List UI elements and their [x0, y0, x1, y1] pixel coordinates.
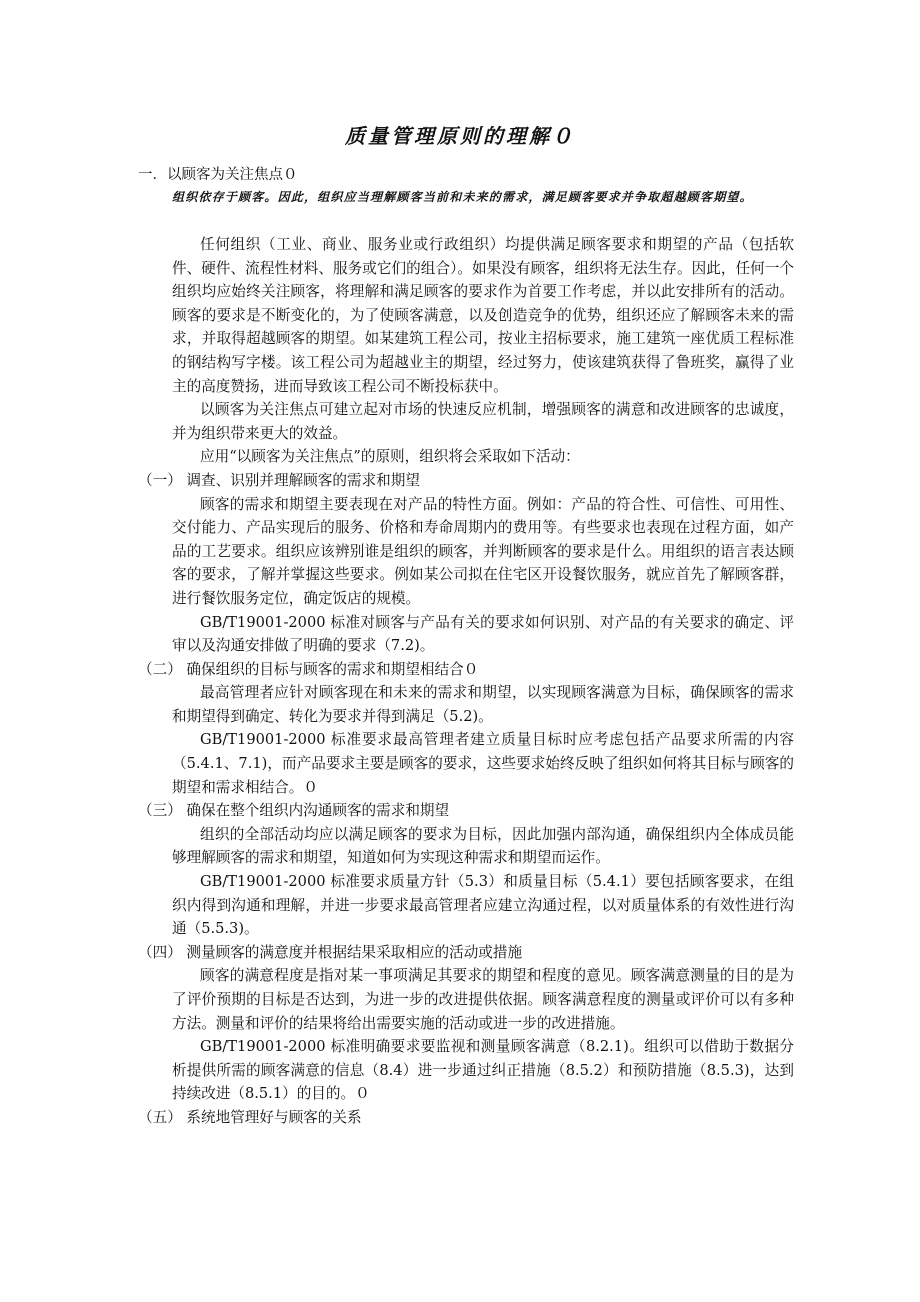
paragraph: 顾客的需求和期望主要表现在对产品的特性方面。例如：产品的符合性、可信性、可用性、交付能力、产品实现后的服务、价格和寿命周期内的费用等。有些要求也表现在过程方面，如产品的工艺要求。组织应该辨别谁是组织的顾客，并判断顾客的要求是什么。用组织的语言表达顾客的要求，了解并掌握这些要求。例如某公司拟在住宅区开设餐饮服务，就应首先了解顾客群，进行餐饮服务定位，确定饭店的规模。 — [172, 495, 794, 607]
paragraph: GB/T19001-2000 标准要求最高管理者建立质量目标时应考虑包括产品要求所需的内容（5.4.1、7.1)，而产品要求主要是顾客的要求，这些要求始终反映了组织如何将其目标与顾客的期望和需求相结合。０ — [172, 731, 794, 796]
subsection-heading: （三） 确保在整个组织内沟通顾客的需求和期望 — [138, 802, 450, 820]
subsection-heading: （二） 确保组织的目标与顾客的需求和期望相结合０ — [138, 660, 479, 678]
subsection-heading: （五） 系统地管理好与顾客的关系 — [138, 1108, 362, 1126]
paragraph: GB/T19001-2000 标准要求质量方针（5.3）和质量目标（5.4.1）要包括顾客要求，在组织内得到沟通和理解，并进一步要求最高管理者应建立沟通过程，以对质量体系的有效性进行沟通（5.5.3)。 — [172, 873, 794, 938]
section-heading: 一．以顾客为关注焦点０ — [138, 167, 298, 183]
document-body — [138, 233, 794, 1130]
paragraph: GB/T19001-2000 标准明确要求要监视和测量顾客满意（8.2.1)。组织可以借助于数据分析提供所需的顾客满意的信息（8.4）进一步通过纠正措施（8.5.2）和预防措施（8.5.3)，达到持续改进（8.5.1）的目的。０ — [172, 1038, 794, 1103]
paragraph: 以顾客为关注焦点可建立起对市场的快速反应机制，增强顾客的满意和改进顾客的忠诚度，并为组织带来更大的效益。 — [172, 401, 794, 442]
section-lead: 组织依存于顾客。因此，组织应当理解顾客当前和未来的需求，满足顾客要求并争取超越顾客期望。 — [172, 190, 753, 204]
paragraph: 最高管理者应针对顾客现在和未来的需求和期望，以实现顾客满意为目标，确保顾客的需求和期望得到确定、转化为要求并得到满足（5.2)。 — [172, 684, 794, 725]
subsection-heading: （一） 调查、识别并理解顾客的需求和期望 — [138, 471, 420, 489]
paragraph: GB/T19001-2000 标准对顾客与产品有关的要求如何识别、对产品的有关要求的确定、评审以及沟通安排做了明确的要求（7.2)。 — [172, 613, 794, 655]
paragraph: 应用“以顾客为关注焦点”的原则，组织将会采取如下活动： — [200, 448, 580, 466]
paragraph: 组织的全部活动均应以满足顾客的要求为目标，因此加强内部沟通，确保组织内全体成员能够理解顾客的需求和期望，知道如何为实现这种需求和期望而运作。 — [172, 825, 794, 867]
document-title: 质量管理原则的理解０ — [345, 124, 575, 148]
subsection-heading: （四） 测量顾客的满意度并根据结果采取相应的活动或措施 — [138, 943, 523, 961]
paragraph: 顾客的满意程度是指对某一事项满足其要求的期望和程度的意见。顾客满意测量的目的是为了评价预期的目标是否达到，为进一步的改进提供依据。顾客满意程度的测量或评价可以有多种方法。测量和评价的结果将给出需要实施的活动或进一步的改进措施。 — [172, 967, 794, 1032]
paragraph: 任何组织（工业、商业、服务业或行政组织）均提供满足顾客要求和期望的产品（包括软件、硬件、流程性材料、服务或它们的组合）。如果没有顾客，组织将无法生存。因此，任何一个组织均应始终关注顾客，将理解和满足顾客的要求作为首要工作考虑，并以此安排所有的活动。顾客的要求是不断变化的，为了使顾客满意，以及创造竞争的优势，组织还应了解顾客未来的需求，并取得超越顾客的期望。如某建筑工程公司，按业主招标要求，施工建筑一座优质工程标准的钢结构写字楼。该工程公司为超越业主的期望，经过努力，使该建筑获得了鲁班奖，赢得了业主的高度赞扬，进而导致该工程公司不断投标获中。 — [172, 236, 794, 395]
